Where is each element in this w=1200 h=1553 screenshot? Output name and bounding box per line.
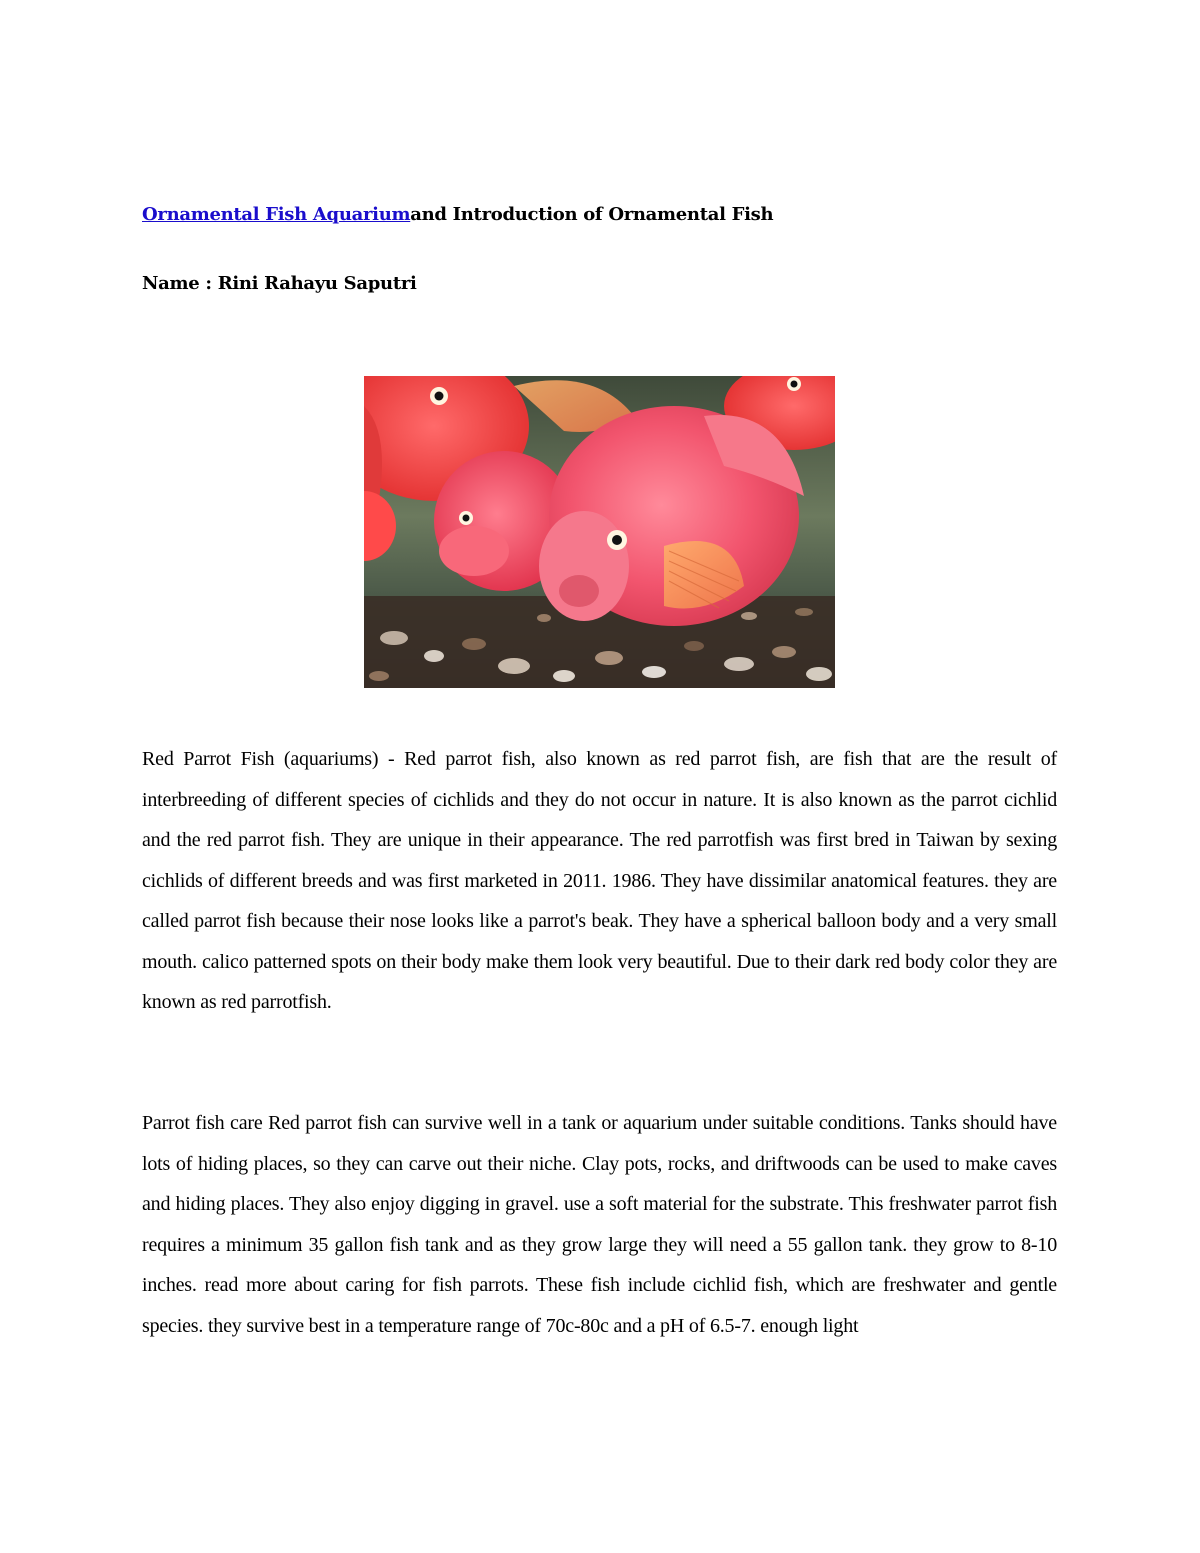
red-parrot-fish-photo [364,376,835,688]
title-rest: and Introduction of Ornamental Fish [410,204,774,225]
paragraph-1: Red Parrot Fish (aquariums) - Red parrot fish, also known as red parrot fish, are fish that are the result of interbreeding of different species of cichlids and they do not occur in nature. It is also known as the parrot cichlid and the red parrot fish. They are unique in their appearance. The red parrotfish was first bred in Taiwan by sexing cichlids of different breeds and was first marketed in 2011. 1986. They have dissimilar anatomical features. they are called parrot fish because their nose looks like a parrot's beak. They have a spherical balloon body and a very small mouth. calico patterned spots on their body make them look very beautiful. Due to their dark red body color they are known as red parrotfish. [142,748,1057,1013]
author-line: Name : Rini Rahayu Saputri [142,273,417,294]
title-link[interactable]: Ornamental Fish Aquarium [142,204,411,225]
document-title [142,203,1062,227]
paragraph-2: Parrot fish care Red parrot fish can survive well in a tank or aquarium under suitable conditions. Tanks should have lots of hiding places, so they can carve out their niche. Clay pots, rocks, and driftwoods can be used to make caves and hiding places. They also enjoy digging in gravel. use a soft material for the substrate. This freshwater parrot fish requires a minimum 35 gallon fish tank and as they grow large they will need a 55 gallon tank. they grow to 8-10 inches. read more about caring for fish parrots. These fish include cichlid fish, which are freshwater and gentle species. they survive best in a temperature range of 70c-80c and a pH of 6.5-7. enough light [142,1112,1057,1337]
